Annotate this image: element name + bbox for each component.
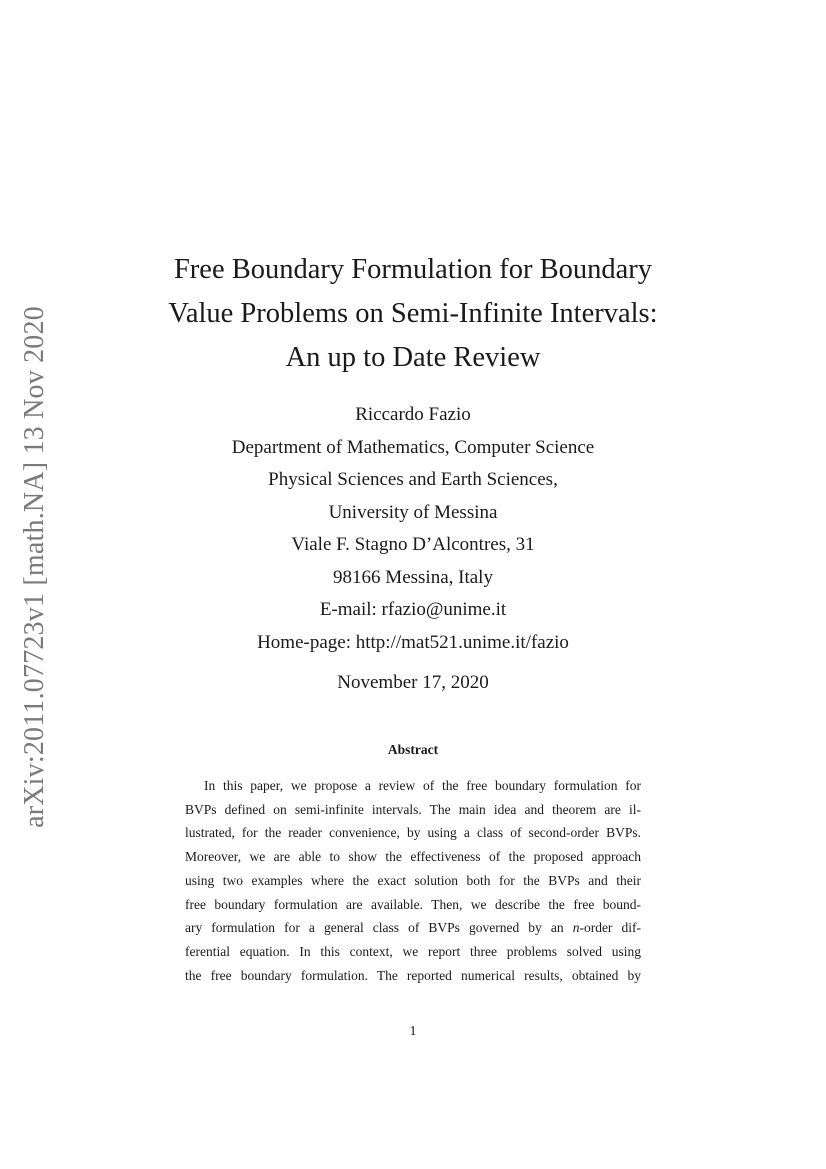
author-name: Riccardo Fazio: [355, 404, 471, 425]
abstract-line-1: In this paper, we propose a review of the free boundary formulation for: [204, 778, 641, 793]
affiliation-line-1: Department of Mathematics, Computer Science: [231, 436, 595, 458]
affiliation-line-4: Viale F. Stagno D’Alcontres, 31: [291, 534, 535, 555]
abstract-line-6: free boundary formulation are available. Then, we describe the free bound-: [185, 896, 641, 912]
abstract-line-7-before: ary formulation for a general class of BVPs governed by an: [185, 920, 573, 936]
abstract-line-3: lustrated, for the reader convenience, by using a class of second-order BVPs.: [185, 825, 641, 841]
affiliation-line-3: University of Messina: [328, 501, 498, 523]
abstract-line-2: BVPs defined on semi-infinite intervals. The main idea and theorem are il-: [185, 801, 641, 817]
abstract-line-4: Moreover, we are able to show the effectiveness of the proposed approach: [185, 849, 641, 865]
paper-title: [120, 248, 706, 380]
affiliation-line-2: Physical Sciences and Earth Sciences,: [268, 469, 558, 490]
abstract-heading: Abstract: [387, 742, 439, 757]
paper-date: November 17, 2020: [337, 672, 489, 693]
arxiv-identifier-text: arXiv:2011.07723v1 [math.NA] 13 Nov 2020: [19, 306, 51, 828]
abstract-line-7-italic: n: [572, 920, 580, 936]
author-homepage: Home-page: http://mat521.unime.it/fazio: [257, 631, 569, 653]
title-line-2: Value Problems on Semi-Infinite Intervals:: [168, 298, 658, 329]
affiliation-line-5: 98166 Messina, Italy: [333, 566, 493, 588]
author-email: E-mail: rfazio@unime.it: [319, 599, 507, 620]
abstract-line-7-after: -order dif-: [579, 920, 641, 936]
abstract-line-8: ferential equation. In this context, we report three problems solved using: [185, 943, 641, 959]
abstract-body: [185, 774, 641, 987]
abstract-line-5: using two examples where the exact solution both for the BVPs and their: [185, 872, 641, 888]
abstract-line-7: [185, 916, 641, 940]
arxiv-identifier-stamp: [10, 302, 60, 832]
title-line-1: Free Boundary Formulation for Boundary: [173, 254, 653, 285]
abstract-line-9: the free boundary formulation. The reported numerical results, obtained by: [185, 967, 641, 983]
title-line-3: An up to Date Review: [285, 342, 541, 373]
author-block: [120, 399, 706, 659]
page-number: 1: [409, 1024, 417, 1039]
